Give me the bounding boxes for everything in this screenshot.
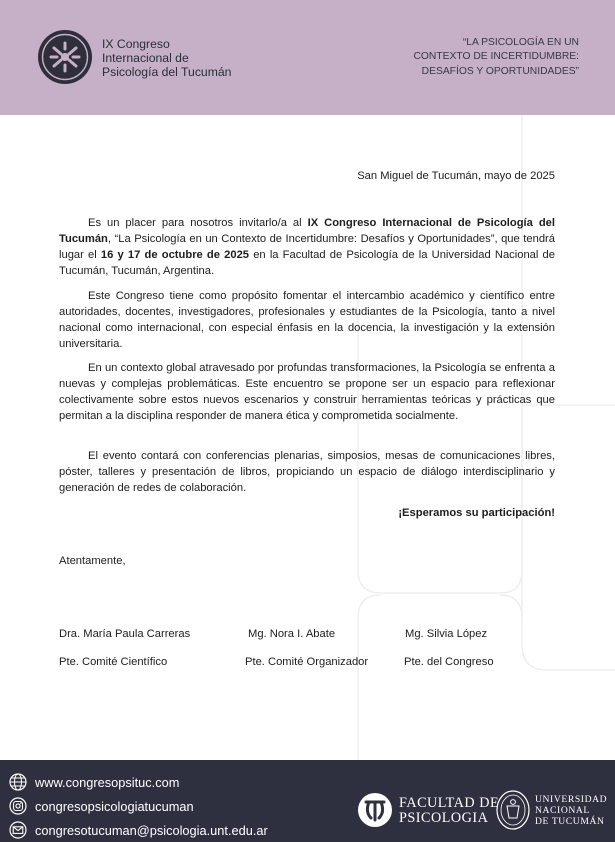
signature-name: Dra. María Paula Carreras [59,628,191,640]
website-link[interactable]: www.congresopsituc.com [35,774,180,790]
instagram-contact[interactable] [9,797,194,815]
header-banner [0,0,615,115]
letter-paragraph-1 [59,215,555,279]
congress-logo-icon [37,29,93,85]
faculty-name-line: PSICOLOGIA [399,810,489,826]
signature-role: Pte. Comité Científico [59,656,168,668]
email-contact[interactable] [9,821,268,839]
motto-line: CONTEXTO DE INCERTIDUMBRE: [413,51,579,63]
letter-date: San Miguel de Tucumán, mayo de 2025 [357,170,555,182]
faculty-name-line: FACULTAD DE [399,795,500,811]
university-name-line: DE TUCUMÁN [535,816,605,827]
university-name-line: UNIVERSIDAD [535,794,608,805]
email-address[interactable]: congresotucuman@psicologia.unt.edu.ar [35,822,268,838]
globe-icon [9,773,27,791]
signature-name: Mg. Nora I. Abate [248,628,336,640]
closing-line: ¡Esperamos su participación! [398,507,555,519]
paragraph-text: en la Facultad de Psicología de la Universidad Nacional de Tucumán, Tucumán, Argentina. [59,249,555,277]
congress-name [102,37,231,80]
signature-name: Mg. Silvia López [405,628,488,640]
congress-name-line: IX Congreso [102,37,170,51]
signature-role: Pte. Comité Organizador [245,656,369,668]
congress-name-line: Psicología del Tucumán [102,65,232,80]
letter-paragraph-4: El evento contará con conferencias plenarias, simposios, mesas de comunicaciones libres, póster, talleres y presentación de libros, propiciando un espacio de diálogo interdisciplinario y generación de redes de colaboración. [59,450,555,494]
signature-role: Pte. del Congreso [404,656,494,668]
website-contact[interactable] [9,773,179,791]
event-dates-bold: 16 y 17 de octubre de 2025 [100,249,250,261]
congress-name-bold: IX Congreso Internacional de Psicología del Tucumán [59,217,556,245]
instagram-icon [9,797,27,815]
footer-banner [0,760,615,842]
letter-paragraph-2: Este Congreso tiene como propósito fomentar el intercambio académico y científico entre autoridades, docentes, investigadores, profesionales y estudiantes de la Psicología, tanto a nivel nacional como internacional, con especial énfasis en la docencia, la investigación y la extensión universitaria. [59,290,555,350]
congress-name-line: Internacional de [102,51,189,66]
mail-icon [9,821,27,839]
instagram-handle[interactable]: congresopsicologiatucuman [35,798,194,814]
paragraph-text: , “La Psicología en un Contexto de Incertidumbre: Desafíos y Oportunidades”, que tendrá lugar el [59,233,555,261]
motto-line: “LA PSICOLOGÍA EN UN [462,37,579,48]
faculty-name [399,796,499,826]
sign-off: Atentamente, [59,555,126,567]
university-name [535,794,607,827]
letter-paragraph-3: En un contexto global atravesado por profundas transformaciones, la Psicología se enfrenta a nuevas y complejas problemáticas. Este encuentro se propone ser un espacio para reflexionar colectivamente sobre estos nuevos escenarios y construir herramientas teóricas y prácticas que permitan a la disciplina responder de manera ética y comprometida socialmente. [59,362,555,422]
university-name-line: NACIONAL [535,805,590,816]
university-seal-icon [496,790,530,830]
psychology-faculty-logo-icon [357,792,393,828]
congress-motto [413,36,579,79]
paragraph-text: Es un placer para nosotros invitarlo/a al [88,217,308,229]
motto-line: DESAFÍOS Y OPORTUNIDADES” [421,65,579,77]
